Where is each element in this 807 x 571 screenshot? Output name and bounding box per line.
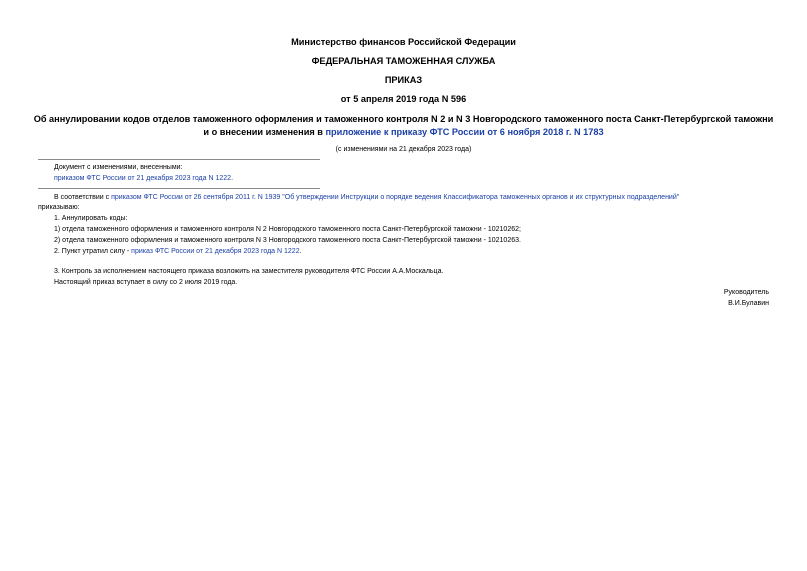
preamble-link[interactable]: приказом ФТС России от 26 сентября 2011 г. N 1939 "Об утверждении Инструкции о порядке ведения Классификатора таможенных органов и их структурных подразделений"	[111, 194, 680, 201]
document-title-text: Об аннулировании кодов отделов таможенного оформления и таможенного контроля N 2 и N 3 Новгородского таможенного поста Санкт-Петербургской таможни и о внесении изменения в	[33, 114, 774, 137]
effective-date: Настоящий приказ вступает в силу со 2 июля 2019 года.	[54, 279, 238, 286]
item-2-prefix: 2. Пункт утратил силу -	[54, 248, 132, 255]
changes-label: Документ с изменениями, внесенными:	[54, 164, 183, 171]
preamble	[54, 193, 679, 202]
item-3: 3. Контроль за исполнением настоящего приказа возложить на заместителя руководителя ФТС России А.А.Москальца.	[54, 268, 444, 275]
preamble-prefix: В соответствии с	[54, 194, 112, 201]
title-reference-link[interactable]: приложение к приказу ФТС России от 6 ноября 2018 г. N 1783	[325, 126, 604, 137]
item-1: 1. Аннулировать коды:	[54, 215, 128, 222]
divider-bottom	[38, 188, 320, 189]
order-word: приказываю:	[38, 204, 80, 211]
revision-note: (с изменениями на 21 декабря 2023 года)	[335, 146, 472, 153]
item-2-link[interactable]: приказ ФТС России от 21 декабря 2023 года N 1222	[131, 248, 300, 255]
divider-top	[38, 159, 320, 160]
item-1-2: 2) отдела таможенного оформления и таможенного контроля N 3 Новгородского таможенного поста Санкт-Петербургской таможни - 10210263.	[54, 237, 521, 244]
changes-link[interactable]: приказом ФТС России от 21 декабря 2023 года N 1222	[54, 175, 232, 182]
document-title	[30, 113, 777, 138]
ministry-name: Министерство финансов Российской Федерации	[291, 37, 516, 47]
signature-role: Руководитель	[723, 289, 769, 296]
changes-link-suffix: .	[231, 175, 234, 182]
signature-name: В.И.Булавин	[728, 300, 769, 307]
item-2	[54, 247, 302, 256]
item-1-1: 1) отдела таможенного оформления и таможенного контроля N 2 Новгородского таможенного поста Санкт-Петербургской таможни - 10210262;	[54, 226, 521, 233]
service-name: ФЕДЕРАЛЬНАЯ ТАМОЖЕННАЯ СЛУЖБА	[311, 56, 496, 66]
changes-link-line	[54, 174, 233, 183]
document-date-number: от 5 апреля 2019 года N 596	[340, 94, 467, 104]
document-type: ПРИКАЗ	[384, 75, 423, 85]
item-2-suffix: .	[299, 248, 302, 255]
